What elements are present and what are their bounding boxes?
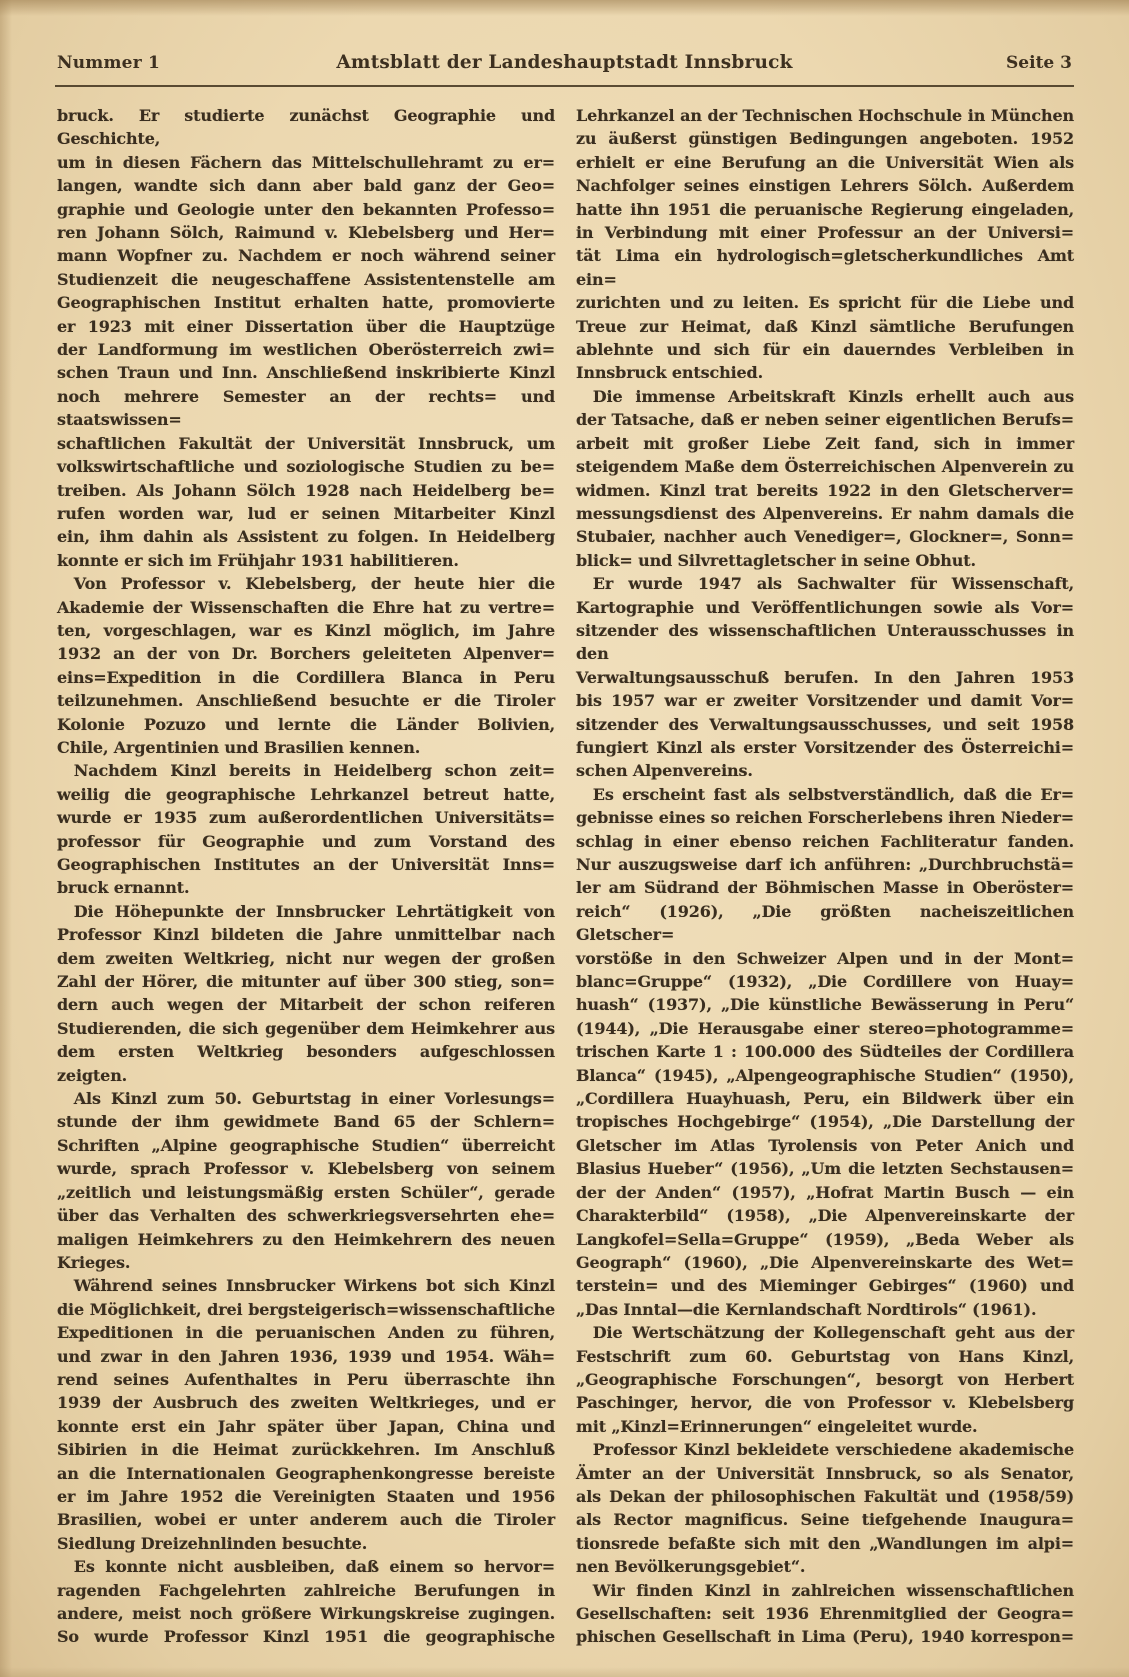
text-line: sitzender des Verwaltungsausschusses, und seit 1958 <box>576 714 1074 734</box>
text-line: als Dekan der philosophischen Fakultät und (1958/59) <box>576 1486 1074 1506</box>
text-line: Ämter an der Universität Innsbruck, so als Senator, <box>576 1463 1074 1483</box>
publication-title: Amtsblatt der Landeshauptstadt Innsbruck <box>336 52 793 73</box>
scan-edge-top <box>0 0 1129 16</box>
text-line: Die Höhepunkte der Innsbrucker Lehrtätigkeit von <box>73 901 555 921</box>
text-line: Blasius Hueber“ (1956), „Um die letzten Sechstausen= <box>576 1159 1074 1179</box>
page-header <box>57 52 1072 73</box>
text-line: terstein= und des Mieminger Gebirges“ (1960) und <box>576 1276 1074 1296</box>
text-line: wurde er 1935 zum außerordentlichen Universitäts= <box>57 808 555 828</box>
text-line: er 1923 mit einer Dissertation über die Hauptzüge <box>57 316 555 336</box>
text-line: Nur auszugsweise darf ich anführen: „Durchbruchstä= <box>576 855 1074 874</box>
text-line: Lehrkanzel an der Technischen Hochschule in München <box>576 106 1074 125</box>
text-line: ragenden Fachgelehrten zahlreiche Berufungen in <box>57 1580 555 1600</box>
text-line: Schriften „Alpine geographische Studien“ überreicht <box>57 1135 555 1155</box>
text-line: Während seines Innsbrucker Wirkens bot sich Kinzl <box>73 1276 555 1296</box>
text-line: der Landformung im westlichen Oberösterreich zwi= <box>57 340 555 360</box>
text-line: volkswirtschaftliche und soziologische Studien zu be= <box>57 457 555 477</box>
text-line: ten, vorgeschlagen, war es Kinzl möglich, im Jahre <box>57 620 555 640</box>
text-line: (1944), „Die Herausgabe einer stereo=photogramme= <box>576 1018 1074 1038</box>
text-line: Chile, Argentinien und Brasilien kennen. <box>57 737 421 757</box>
text-line: Krieges. <box>57 1252 131 1272</box>
paragraph <box>57 1274 555 1555</box>
paragraph <box>57 572 555 759</box>
text-line: Geographischen Institutes an der Universität Inns= <box>57 855 555 874</box>
text-line: tropisches Hochgebirge“ (1954), „Die Darstellung der <box>576 1112 1074 1132</box>
text-line: wurde, sprach Professor v. Klebelsberg von seinem <box>57 1159 555 1179</box>
text-line: „Geographische Forschungen“, besorgt von Herbert <box>576 1369 1074 1389</box>
text-line: fungiert Kinzl als erster Vorsitzender des Österreichi= <box>576 737 1074 757</box>
text-line: blanc=Gruppe“ (1932), „Die Cordillere von Huay= <box>576 972 1074 992</box>
text-line: arbeit mit großer Liebe Zeit fand, sich in immer <box>576 433 1074 453</box>
text-line: Innsbruck entschied. <box>576 363 764 383</box>
text-line: Blanca“ (1945), „Alpengeographische Studien“ (1950), <box>576 1065 1074 1085</box>
text-line: dern auch wegen der Mitarbeit der schon reiferen <box>57 995 555 1015</box>
text-line: reich“ (1926), „Die größten nacheiszeitlichen Gletscher= <box>576 901 1074 945</box>
text-line: eins=Expedition in die Cordillera Blanca in Peru <box>57 667 555 687</box>
text-line: phischen Gesellschaft in Lima (Peru), 1940 korrespon= <box>576 1627 1074 1647</box>
text-line: Geographischen Institut erhalten hatte, promovierte <box>57 293 555 313</box>
text-line: rend seines Aufenthaltes in Peru überraschte ihn <box>57 1369 555 1389</box>
text-line: Professor Kinzl bildeten die Jahre unmittelbar nach <box>57 925 555 945</box>
text-line: Paschinger, hervor, die von Professor v. Klebelsberg <box>576 1393 1074 1413</box>
paragraph <box>576 1579 1074 1649</box>
text-line: Studienzeit die neugeschaffene Assistentenstelle am <box>57 269 555 289</box>
text-line: Nachdem Kinzl bereits in Heidelberg schon zeit= <box>73 761 555 781</box>
text-line: stunde der ihm gewidmete Band 65 der Schlern= <box>57 1112 555 1132</box>
text-line: und zwar in den Jahren 1936, 1939 und 1954. Wäh= <box>57 1346 555 1366</box>
header-divider-rule <box>55 85 1074 87</box>
text-line: treiben. Als Johann Sölch 1928 nach Heidelberg be= <box>57 480 555 500</box>
text-line: tionsrede befaßte sich mit den „Wandlungen im alpi= <box>576 1533 1074 1553</box>
paragraph <box>57 1555 555 1649</box>
text-line: Kartographie und Veröffentlichungen sowie als Vor= <box>576 597 1074 617</box>
text-line: 1932 an der von Dr. Borchers geleiteten Alpenver= <box>57 644 555 664</box>
text-line: Nachfolger seines einstigen Lehrers Sölch. Außerdem <box>576 176 1074 196</box>
text-line: Zahl der Hörer, die mitunter auf über 300 stieg, son= <box>57 972 555 992</box>
text-line: um in diesen Fächern das Mittelschullehramt zu er= <box>57 152 555 172</box>
text-line: nen Bevölkerungsgebiet“. <box>576 1557 806 1577</box>
paragraph <box>576 1321 1074 1438</box>
text-line: Die immense Arbeitskraft Kinzls erhellt auch aus <box>592 386 1074 406</box>
paragraph <box>576 385 1074 572</box>
text-line: der Tatsache, daß er neben seiner eigentlichen Berufs= <box>576 410 1074 430</box>
text-line: ein, ihm dahin als Assistent zu folgen. In Heidelberg <box>57 527 555 547</box>
text-line: bis 1957 war er zweiter Vorsitzender und damit Vor= <box>576 691 1074 711</box>
text-line: Brasilien, wobei er unter anderem auch die Tiroler <box>57 1510 555 1530</box>
text-line: huash“ (1937), „Die künstliche Bewässerung in Peru“ <box>576 995 1074 1015</box>
text-line: Geograph“ (1960), „Die Alpenvereinskarte des Wet= <box>576 1252 1074 1272</box>
text-line: Wir finden Kinzl in zahlreichen wissenschaftlichen <box>592 1580 1074 1600</box>
text-line: bruck ernannt. <box>57 878 190 898</box>
paragraph <box>57 1087 555 1274</box>
text-line: Langkofel=Sella=Gruppe“ (1959), „Beda Weber als <box>576 1229 1074 1249</box>
text-line: rufen worden war, lud er seinen Mitarbeiter Kinzl <box>57 503 555 523</box>
text-line: ler am Südrand der Böhmischen Masse in Oberöster= <box>576 878 1074 898</box>
left-column <box>57 104 555 1649</box>
text-line: Charakterbild“ (1958), „Die Alpenvereinskarte der <box>576 1206 1074 1226</box>
text-line: Studierenden, die sich gegenüber dem Heimkehrer aus <box>57 1018 555 1038</box>
paragraph <box>576 1438 1074 1578</box>
text-line: schen Traun und Inn. Anschließend inskribierte Kinzl <box>57 363 555 383</box>
text-line: graphie und Geologie unter den bekannten Professo= <box>57 199 555 219</box>
text-line: bruck. Er studierte zunächst Geographie und Geschichte, <box>57 106 555 149</box>
text-line: Siedlung Dreizehnlinden besuchte. <box>57 1533 368 1553</box>
text-line: „Das Inntal—die Kernlandschaft Nordtirols“ (1961). <box>576 1299 1037 1319</box>
text-line: Gesellschaften: seit 1936 Ehrenmitglied der Geogra= <box>576 1604 1074 1623</box>
article-body <box>57 104 1074 1649</box>
text-line: So wurde Professor Kinzl 1951 die geographische <box>57 1627 555 1647</box>
text-line: sitzender des wissenschaftlichen Unterausschusses in den <box>576 620 1074 664</box>
text-line: Es erscheint fast als selbstverständlich, daß die Er= <box>592 784 1074 804</box>
text-line: über das Verhalten des schwerkriegsversehrten ehe= <box>57 1206 555 1226</box>
right-column <box>576 104 1074 1649</box>
text-line: an die Internationalen Geographenkongresse bereiste <box>57 1463 555 1483</box>
text-line: Er wurde 1947 als Sachwalter für Wissenschaft, <box>592 574 1074 594</box>
text-line: schaftlichen Fakultät der Universität Innsbruck, um <box>57 433 555 453</box>
text-line: ablehnte und sich für ein dauerndes Verbleiben in <box>576 340 1074 360</box>
text-line: Gletscher im Atlas Tyrolensis von Peter Anich und <box>576 1135 1074 1155</box>
text-line: Professor Kinzl bekleidete verschiedene akademische <box>592 1440 1074 1460</box>
text-line: Verwaltungsausschuß berufen. In den Jahren 1953 <box>576 667 1074 687</box>
text-line: hatte ihn 1951 die peruanische Regierung eingeladen, <box>576 199 1074 219</box>
text-line: schlag in einer ebenso reichen Fachliteratur fanden. <box>576 831 1074 851</box>
text-line: gebnisse eines so reichen Forscherlebens ihren Nieder= <box>576 808 1074 828</box>
issue-number: Nummer 1 <box>57 53 160 73</box>
text-line: Es konnte nicht ausbleiben, daß einem so hervor= <box>73 1557 555 1577</box>
text-line: Expeditionen in die peruanischen Anden zu führen, <box>57 1323 555 1343</box>
text-line: Treue zur Heimat, daß Kinzl sämtliche Berufungen <box>576 316 1074 336</box>
text-line: tät Lima ein hydrologisch=gletscherkundliches Amt ein= <box>576 246 1074 289</box>
paragraph <box>576 783 1074 1321</box>
text-line: dem ersten Weltkrieg besonders aufgeschlossen zeigten. <box>57 1042 555 1085</box>
text-line: Die Wertschätzung der Kollegenschaft geht aus der <box>592 1323 1074 1343</box>
text-line: „zeitlich und leistungsmäßig ersten Schüler“, gerade <box>57 1182 555 1202</box>
text-line: Sibirien in die Heimat zurückkehren. Im Anschluß <box>57 1440 555 1460</box>
text-line: mann Wopfner zu. Nachdem er noch während seiner <box>57 246 555 266</box>
text-line: vorstöße in den Schweizer Alpen und in der Mont= <box>576 948 1074 968</box>
text-line: langen, wandte sich dann aber bald ganz der Geo= <box>57 176 555 196</box>
paragraph <box>57 104 555 572</box>
text-line: Festschrift zum 60. Geburtstag von Hans Kinzl, <box>576 1346 1074 1366</box>
text-line: maligen Heimkehrers zu den Heimkehrern des neuen <box>57 1229 555 1249</box>
paragraph <box>576 104 1074 385</box>
text-line: andere, meist noch größere Wirkungskreise zugingen. <box>57 1604 555 1623</box>
text-line: ren Johann Sölch, Raimund v. Klebelsberg und Her= <box>57 223 555 243</box>
text-line: 1939 der Ausbruch des zweiten Weltkrieges, und er <box>57 1393 555 1413</box>
text-line: der der Anden“ (1957), „Hofrat Martin Busch — ein <box>576 1182 1074 1202</box>
scan-edge-bottom <box>0 1667 1129 1677</box>
text-line: Akademie der Wissenschaften die Ehre hat zu vertre= <box>57 597 555 617</box>
text-line: konnte erst ein Jahr später über Japan, China und <box>57 1416 555 1436</box>
paragraph <box>576 572 1074 783</box>
paragraph <box>57 900 555 1087</box>
text-line: widmen. Kinzl trat bereits 1922 in den Gletscherver= <box>576 480 1074 500</box>
scan-edge-left <box>0 0 12 1677</box>
text-line: schen Alpenvereins. <box>576 761 753 781</box>
page-number: Seite 3 <box>1006 53 1072 73</box>
text-line: er im Jahre 1952 die Vereinigten Staaten und 1956 <box>57 1486 555 1506</box>
text-line: konnte er sich im Frühjahr 1931 habilitieren. <box>57 550 459 570</box>
text-line: Kolonie Pozuzo und lernte die Länder Bolivien, <box>57 714 555 734</box>
text-line: trischen Karte 1 : 100.000 des Südteiles der Cordillera <box>576 1042 1074 1062</box>
text-line: zurichten und zu leiten. Es spricht für die Liebe und <box>576 293 1074 313</box>
text-line: „Cordillera Huayhuash, Peru, ein Bildwerk über ein <box>576 1089 1074 1109</box>
text-line: steigendem Maße dem Österreichischen Alpenverein zu <box>576 457 1074 477</box>
text-line: dem zweiten Weltkrieg, nicht nur wegen der großen <box>57 948 555 968</box>
text-line: weilig die geographische Lehrkanzel betreut hatte, <box>57 784 555 804</box>
text-line: noch mehrere Semester an der rechts= und staatswissen= <box>57 386 555 430</box>
text-line: teilzunehmen. Anschließend besuchte er die Tiroler <box>57 691 555 711</box>
text-line: Stubaier, nachher auch Venediger=, Glockner=, Sonn= <box>576 527 1074 547</box>
text-line: Von Professor v. Klebelsberg, der heute hier die <box>73 574 555 594</box>
text-line: zu äußerst günstigen Bedingungen angeboten. 1952 <box>576 129 1074 149</box>
paragraph <box>57 759 555 899</box>
text-line: als Rector magnificus. Seine tiefgehende Inaugura= <box>576 1510 1074 1530</box>
text-line: mit „Kinzl=Erinnerungen“ eingeleitet wurde. <box>576 1416 978 1436</box>
text-line: Als Kinzl zum 50. Geburtstag in einer Vorlesungs= <box>73 1089 555 1109</box>
text-line: in Verbindung mit einer Professur an der Universi= <box>576 223 1074 243</box>
text-line: messungsdienst des Alpenvereins. Er nahm damals die <box>576 503 1074 523</box>
text-line: blick= und Silvrettagletscher in seine Obhut. <box>576 550 976 570</box>
text-line: professor für Geographie und zum Vorstand des <box>57 831 555 851</box>
text-line: erhielt er eine Berufung an die Universität Wien als <box>576 152 1074 172</box>
text-line: die Möglichkeit, drei bergsteigerisch=wissenschaftliche <box>57 1299 555 1319</box>
